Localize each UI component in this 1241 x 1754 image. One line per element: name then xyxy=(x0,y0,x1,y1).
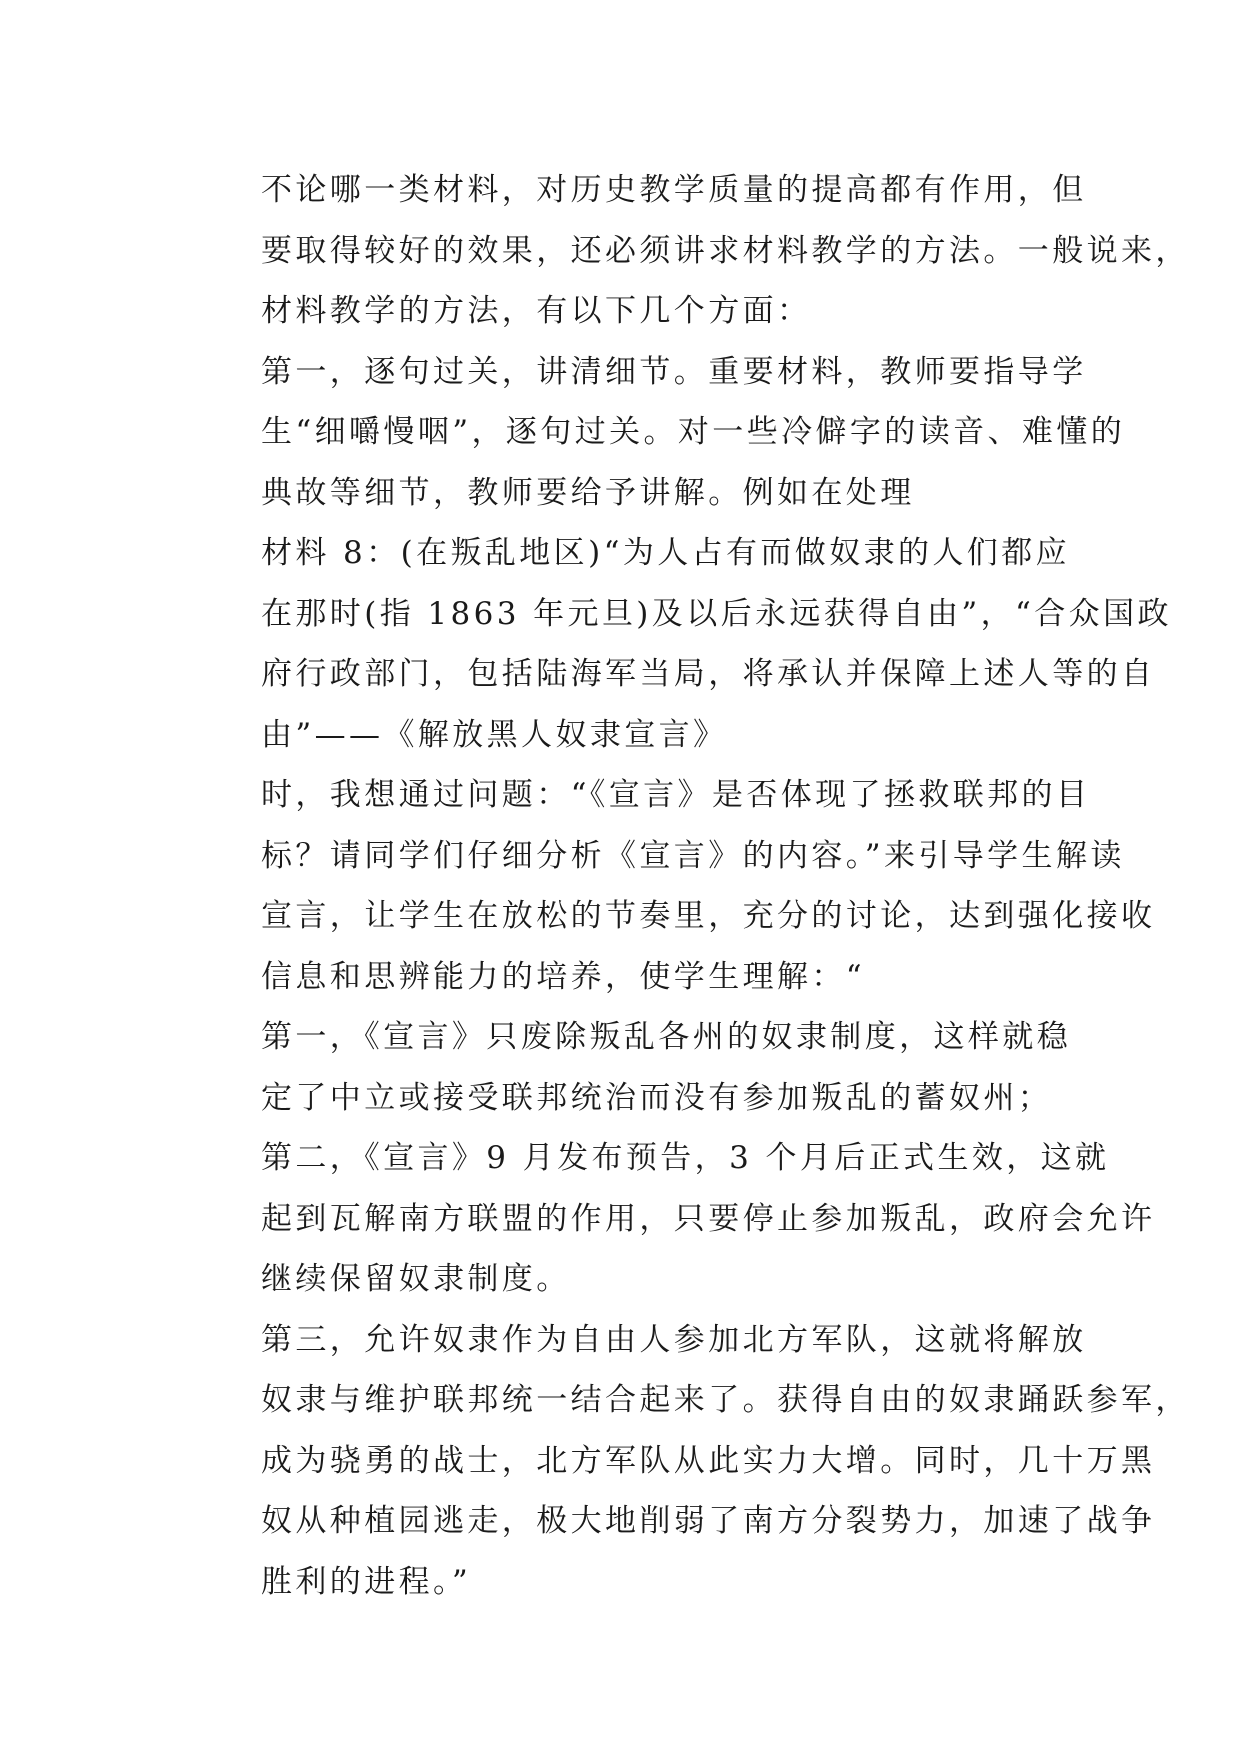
text-line: 宣言，让学生在放松的节奏里，充分的讨论，达到强化接收 xyxy=(261,898,1156,934)
text-line: 信息和思辨能力的培养，使学生理解：“ xyxy=(261,958,866,995)
paragraph-point-two xyxy=(193,1128,1156,1310)
text-line: 由”——《解放黑人奴隶宣言》 xyxy=(261,716,728,753)
document-body xyxy=(193,160,1190,1612)
text-line: 第一，逐句过关，讲清细节。重要材料，教师要指导学 xyxy=(261,353,1087,390)
text-line: 要取得较好的效果，还必须讲求材料教学的方法。一般说来， xyxy=(261,232,1190,269)
text-line: 成为骁勇的战士，北方军队从此实力大增。同时，几十万黑 xyxy=(261,1442,1156,1479)
paragraph-point-three xyxy=(193,1310,1190,1613)
paragraph-intro xyxy=(193,160,1190,342)
text-line: 在那时(指 1863 年元旦)及以后永远获得自由”，“合众国政 xyxy=(261,595,1172,632)
text-line: 不论哪一类材料，对历史教学质量的提高都有作用，但 xyxy=(261,172,1087,208)
text-line: 定了中立或接受联邦统治而没有参加叛乱的蓄奴州； xyxy=(261,1079,1053,1116)
text-line: 时，我想通过问题：“《宣言》是否体现了拯救联邦的目 xyxy=(261,777,1091,813)
text-line: 标？请同学们仔细分析《宣言》的内容。”来引导学生解读 xyxy=(261,837,1125,874)
paragraph-material-quote xyxy=(193,523,1172,765)
paragraph-point-one xyxy=(193,1007,1072,1128)
text-line: 府行政部门，包括陆海军当局，将承认并保障上述人等的自 xyxy=(261,656,1156,692)
text-line: 第三，允许奴隶作为自由人参加北方军队，这就将解放 xyxy=(261,1321,1087,1358)
text-line: 典故等细节，教师要给予讲解。例如在处理 xyxy=(261,474,915,511)
paragraph-question xyxy=(193,765,1156,1007)
text-line: 奴隶与维护联邦统一结合起来了。获得自由的奴隶踊跃参军， xyxy=(261,1382,1190,1418)
text-line: 奴从种植园逃走，极大地削弱了南方分裂势力，加速了战争 xyxy=(261,1503,1156,1539)
text-line: 材料教学的方法，有以下几个方面： xyxy=(261,293,812,329)
text-line: 胜利的进程。” xyxy=(261,1563,472,1600)
paragraph-method-one xyxy=(193,342,1126,524)
text-line: 第二，《宣言》9 月发布预告，3 个月后正式生效，这就 xyxy=(261,1140,1110,1176)
text-line: 第一，《宣言》只废除叛乱各州的奴隶制度，这样就稳 xyxy=(261,1019,1072,1055)
text-line: 生“细嚼慢咽”，逐句过关。对一些冷僻字的读音、难懂的 xyxy=(261,414,1126,450)
text-line: 起到瓦解南方联盟的作用，只要停止参加叛乱，政府会允许 xyxy=(261,1200,1156,1237)
text-line: 材料 8：(在叛乱地区)“为人占有而做奴隶的人们都应 xyxy=(261,535,1071,571)
text-line: 继续保留奴隶制度。 xyxy=(261,1261,571,1297)
